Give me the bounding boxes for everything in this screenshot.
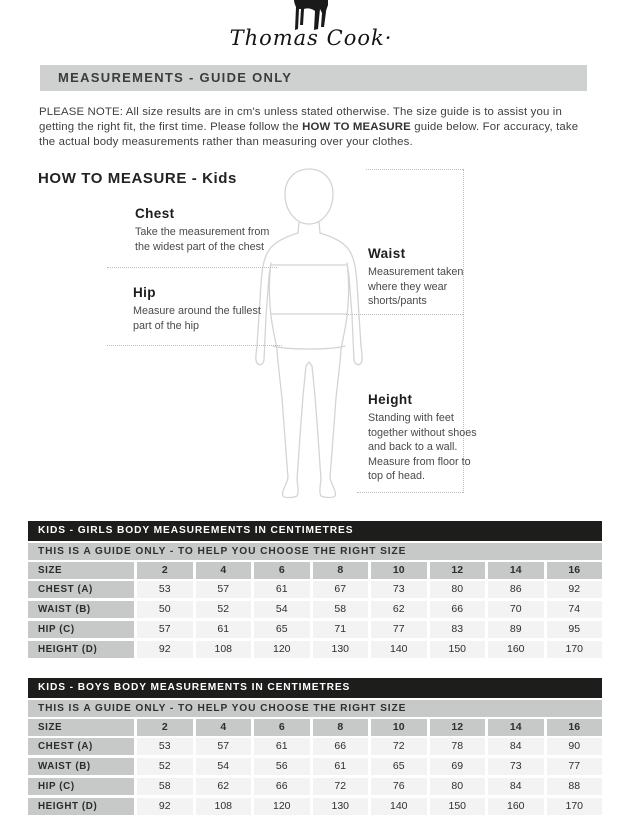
chest-label <box>135 206 283 254</box>
measurement-cell: 120 <box>254 798 310 815</box>
height-bottom-guide-line <box>357 492 463 493</box>
height-top-guide-line <box>366 169 463 170</box>
row-label-cell: CHEST (A) <box>28 581 134 598</box>
measurement-cell: 95 <box>547 621 603 638</box>
hip-label <box>133 285 261 333</box>
table-row <box>28 641 602 658</box>
measurement-cell: 140 <box>371 641 427 658</box>
height-label-title: Height <box>368 392 413 407</box>
measurement-cell: 67 <box>313 581 369 598</box>
measurement-cell: 61 <box>313 758 369 775</box>
height-label-desc: Standing with feet together without shoes and back to a wall. Measure from floor to top of head. <box>368 412 477 482</box>
measurement-cell: 74 <box>547 601 603 618</box>
measurement-cell: 57 <box>196 738 252 755</box>
how-to-measure-heading: HOW TO MEASURE - Kids <box>38 170 237 187</box>
measurement-cell: 69 <box>430 758 486 775</box>
measurement-cell: 50 <box>137 601 193 618</box>
table-row <box>28 758 602 775</box>
page-title <box>40 65 587 91</box>
row-label-cell: CHEST (A) <box>28 738 134 755</box>
note-suffix: guide below. For accuracy, take the actual body measurements rather than measuring over your clothes. <box>39 121 579 148</box>
size-value-cell: 10 <box>371 562 427 579</box>
measurement-cell: 84 <box>488 778 544 795</box>
size-value-cell: 12 <box>430 719 486 736</box>
measurement-cell: 57 <box>196 581 252 598</box>
measurement-cell: 54 <box>196 758 252 775</box>
measurement-cell: 52 <box>196 601 252 618</box>
table-row <box>28 601 602 618</box>
table-row <box>28 738 602 755</box>
row-label-cell: WAIST (B) <box>28 758 134 775</box>
table-title-bar: KIDS - GIRLS BODY MEASUREMENTS IN CENTIMETRES <box>28 521 602 541</box>
measurement-cell: 130 <box>313 641 369 658</box>
measurement-cell: 70 <box>488 601 544 618</box>
row-label-cell: HEIGHT (D) <box>28 641 134 658</box>
size-value-cell: 16 <box>547 562 603 579</box>
size-value-cell: 14 <box>488 719 544 736</box>
measurement-cell: 160 <box>488 798 544 815</box>
height-label <box>368 392 484 484</box>
measurement-cell: 80 <box>430 581 486 598</box>
measurement-cell: 108 <box>196 641 252 658</box>
brand-wordmark: Thomas Cook· <box>229 26 393 50</box>
please-note-paragraph <box>39 105 595 150</box>
measurement-cell: 77 <box>547 758 603 775</box>
size-value-cell: 10 <box>371 719 427 736</box>
measurement-cell: 88 <box>547 778 603 795</box>
measurement-cell: 170 <box>547 641 603 658</box>
measurement-cell: 73 <box>371 581 427 598</box>
measurement-cell: 53 <box>137 581 193 598</box>
measurement-cell: 108 <box>196 798 252 815</box>
measurement-cell: 73 <box>488 758 544 775</box>
measurement-cell: 150 <box>430 641 486 658</box>
note-bold: HOW TO MEASURE <box>302 121 411 133</box>
measurement-cell: 66 <box>254 778 310 795</box>
measurement-cell: 89 <box>488 621 544 638</box>
size-value-cell: 6 <box>254 719 310 736</box>
measurement-cell: 65 <box>371 758 427 775</box>
note-prefix: PLEASE NOTE: All size results are in cm's unless stated otherwise. The size guide is to assist you in getting the right fit, the first time. Please follow the <box>39 106 562 133</box>
measurement-cell: 92 <box>137 798 193 815</box>
waist-label-desc: Measurement taken where they wear shorts/pants <box>368 266 464 307</box>
measurement-cell: 86 <box>488 581 544 598</box>
table-title-bar: KIDS - BOYS BODY MEASUREMENTS IN CENTIMETRES <box>28 678 602 698</box>
table-subtitle-bar: THIS IS A GUIDE ONLY - TO HELP YOU CHOOSE THE RIGHT SIZE <box>28 700 602 717</box>
measurement-cell: 52 <box>137 758 193 775</box>
measurement-cell: 71 <box>313 621 369 638</box>
waist-guide-line <box>346 314 463 315</box>
size-value-cell: 12 <box>430 562 486 579</box>
size-value-cell: 8 <box>313 562 369 579</box>
hip-guide-line <box>107 345 282 346</box>
table-row <box>28 778 602 795</box>
measurement-cell: 61 <box>254 738 310 755</box>
measurement-cell: 90 <box>547 738 603 755</box>
size-value-cell: 2 <box>137 562 193 579</box>
hip-label-desc: Measure around the fullest part of the hip <box>133 305 261 332</box>
table-row <box>28 621 602 638</box>
page-title-text: MEASUREMENTS - GUIDE ONLY <box>58 70 293 85</box>
measurement-cell: 62 <box>371 601 427 618</box>
table-row <box>28 581 602 598</box>
size-value-cell: 2 <box>137 719 193 736</box>
size-value-cell: 4 <box>196 719 252 736</box>
measurement-cell: 80 <box>430 778 486 795</box>
boys-measurements-table <box>28 678 602 818</box>
measurement-cell: 62 <box>196 778 252 795</box>
waist-label <box>368 246 480 309</box>
measurement-cell: 72 <box>313 778 369 795</box>
measurement-cell: 57 <box>137 621 193 638</box>
measurement-cell: 130 <box>313 798 369 815</box>
measurement-cell: 61 <box>196 621 252 638</box>
measurement-cell: 66 <box>313 738 369 755</box>
measurement-cell: 72 <box>371 738 427 755</box>
size-header-cell: SIZE <box>28 562 134 579</box>
girls-measurements-table <box>28 521 602 661</box>
size-value-cell: 14 <box>488 562 544 579</box>
measurement-cell: 53 <box>137 738 193 755</box>
measurement-cell: 76 <box>371 778 427 795</box>
row-label-cell: HIP (C) <box>28 621 134 638</box>
size-value-cell: 8 <box>313 719 369 736</box>
table-size-header-row <box>28 562 602 579</box>
measurement-cell: 78 <box>430 738 486 755</box>
row-label-cell: WAIST (B) <box>28 601 134 618</box>
row-label-cell: HIP (C) <box>28 778 134 795</box>
chest-label-desc: Take the measurement from the widest part of the chest <box>135 226 270 253</box>
table-row <box>28 798 602 815</box>
measurement-cell: 58 <box>313 601 369 618</box>
row-label-cell: HEIGHT (D) <box>28 798 134 815</box>
measurement-cell: 170 <box>547 798 603 815</box>
measurement-cell: 56 <box>254 758 310 775</box>
measurement-cell: 61 <box>254 581 310 598</box>
measurement-cell: 65 <box>254 621 310 638</box>
table-size-header-row <box>28 719 602 736</box>
measurement-cell: 92 <box>547 581 603 598</box>
size-value-cell: 4 <box>196 562 252 579</box>
chest-guide-line <box>107 267 277 268</box>
table-subtitle-bar: THIS IS A GUIDE ONLY - TO HELP YOU CHOOSE THE RIGHT SIZE <box>28 543 602 560</box>
chest-label-title: Chest <box>135 206 175 221</box>
measurement-cell: 92 <box>137 641 193 658</box>
measurement-cell: 84 <box>488 738 544 755</box>
measurement-cell: 66 <box>430 601 486 618</box>
measurement-cell: 150 <box>430 798 486 815</box>
measurement-cell: 58 <box>137 778 193 795</box>
size-header-cell: SIZE <box>28 719 134 736</box>
size-value-cell: 6 <box>254 562 310 579</box>
hip-label-title: Hip <box>133 285 156 300</box>
measurement-cell: 120 <box>254 641 310 658</box>
measurement-cell: 83 <box>430 621 486 638</box>
measurement-cell: 54 <box>254 601 310 618</box>
measurement-cell: 160 <box>488 641 544 658</box>
measurement-cell: 77 <box>371 621 427 638</box>
waist-label-title: Waist <box>368 246 406 261</box>
size-value-cell: 16 <box>547 719 603 736</box>
measurement-cell: 140 <box>371 798 427 815</box>
